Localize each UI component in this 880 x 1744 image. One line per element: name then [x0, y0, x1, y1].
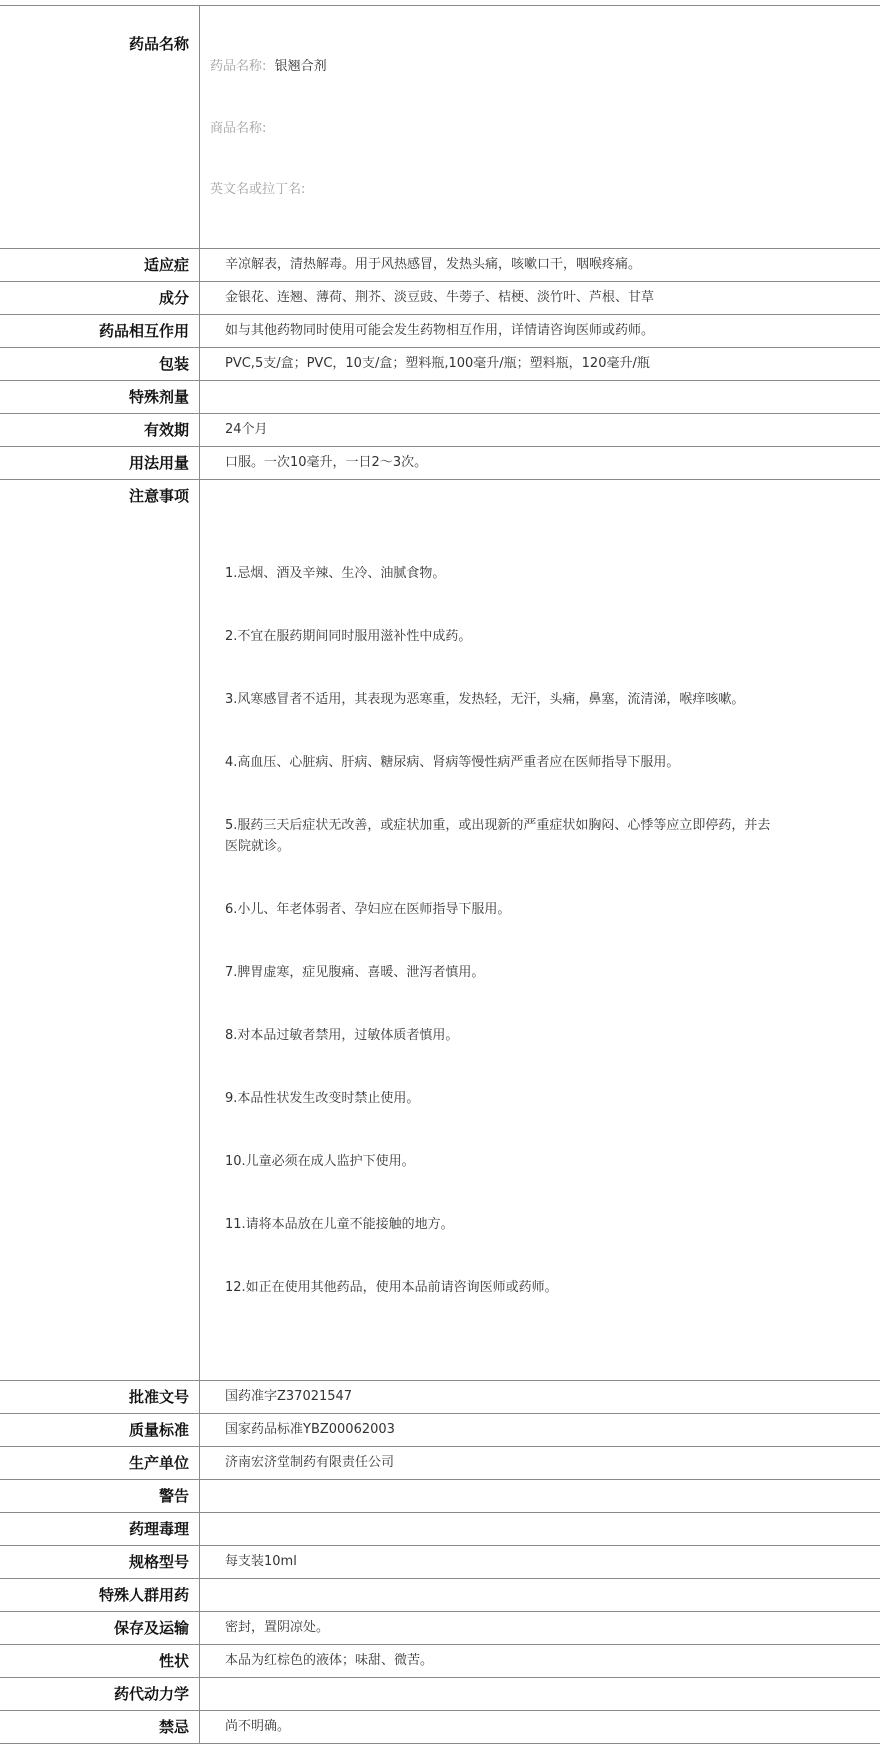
row-label: 特殊人群用药	[0, 1579, 200, 1611]
row-value: PVC,5支/盒；PVC，10支/盒；塑料瓶,100毫升/瓶；塑料瓶，120毫升/瓶	[225, 355, 650, 371]
row-storage	[0, 1612, 880, 1645]
row-label: 成分	[0, 282, 200, 314]
row-ingredients	[0, 282, 880, 315]
row-value: 如与其他药物同时使用可能会发生药物相互作用，详情请咨询医师或药师。	[225, 322, 655, 338]
generic-name-line	[210, 57, 870, 78]
row-value: 本品为红棕色的液体；味甜、微苦。	[225, 1652, 434, 1668]
row-value: 国药准字Z37021547	[225, 1388, 353, 1404]
precautions-block	[200, 480, 880, 1380]
row-label: 用法用量	[0, 447, 200, 479]
row-value	[200, 1579, 880, 1611]
row-value: 每支装10ml	[225, 1553, 297, 1569]
list-item: 7.脾胃虚寒，症见腹痛、喜暖、泄泻者慎用。	[225, 964, 485, 980]
precautions-list	[225, 521, 780, 1340]
row-label: 有效期	[0, 414, 200, 446]
list-item: 6.小儿、年老体弱者、孕妇应在医师指导下服用。	[225, 901, 511, 917]
list-item: 12.如正在使用其他药品，使用本品前请咨询医师或药师。	[225, 1279, 558, 1295]
list-item: 5.服药三天后症状无改善，或症状加重，或出现新的严重症状如胸闷、心悸等应立即停药，并去医院就诊。	[225, 817, 771, 854]
row-special-populations	[0, 1579, 880, 1612]
row-value	[200, 381, 880, 413]
row-precautions	[0, 480, 880, 1381]
row-label: 药理毒理	[0, 1513, 200, 1545]
row-label: 性状	[0, 1645, 200, 1677]
row-label: 注意事项	[0, 480, 200, 1380]
row-label: 适应症	[0, 249, 200, 281]
list-item: 3.风寒感冒者不适用，其表现为恶寒重，发热轻，无汗，头痛，鼻塞，流清涕，喉痒咳嗽。	[225, 691, 745, 707]
row-dosage	[0, 447, 880, 480]
trade-name-label: 商品名称:	[210, 120, 267, 136]
row-approval-number	[0, 1381, 880, 1414]
row-specification	[0, 1546, 880, 1579]
row-drug-name	[0, 6, 880, 249]
drug-info-table	[0, 5, 880, 1744]
row-value: 尚不明确。	[225, 1718, 291, 1734]
list-item: 9.本品性状发生改变时禁止使用。	[225, 1090, 420, 1106]
english-name-label: 英文名或拉丁名:	[210, 182, 306, 197]
row-warning	[0, 1480, 880, 1513]
row-label: 包装	[0, 348, 200, 380]
row-label: 药品名称	[0, 6, 200, 248]
row-value: 辛凉解表，清热解毒。用于风热感冒，发热头痛，咳嗽口干，咽喉疼痛。	[225, 256, 642, 272]
row-value: 口服。一次10毫升，一日2～3次。	[225, 454, 428, 470]
row-label: 药代动力学	[0, 1678, 200, 1710]
trade-name-line	[210, 119, 870, 140]
row-label: 质量标准	[0, 1414, 200, 1446]
row-value	[200, 1678, 880, 1710]
row-value: 24个月	[225, 421, 268, 437]
row-label: 警告	[0, 1480, 200, 1512]
row-label: 生产单位	[0, 1447, 200, 1479]
row-manufacturer	[0, 1447, 880, 1480]
row-packaging	[0, 348, 880, 381]
row-pharmacokinetics	[0, 1678, 880, 1711]
row-indications	[0, 249, 880, 282]
english-name-line	[210, 180, 870, 201]
row-value: 金银花、连翘、薄荷、荆芥、淡豆豉、牛蒡子、桔梗、淡竹叶、芦根、甘草	[225, 289, 655, 305]
row-quality-standard	[0, 1414, 880, 1447]
row-label: 药品相互作用	[0, 315, 200, 347]
row-value	[200, 1480, 880, 1512]
generic-name-label: 药品名称:	[210, 59, 267, 74]
list-item: 11.请将本品放在儿童不能接触的地方。	[225, 1216, 454, 1232]
generic-name-value: 银翘合剂	[274, 59, 327, 74]
row-label: 批准文号	[0, 1381, 200, 1413]
row-pharmacology	[0, 1513, 880, 1546]
row-description	[0, 1645, 880, 1678]
row-label: 特殊剂量	[0, 381, 200, 413]
list-item: 4.高血压、心脏病、肝病、糖尿病、肾病等慢性病严重者应在医师指导下服用。	[225, 754, 680, 770]
drug-name-block	[200, 6, 880, 248]
row-value: 国家药品标准YBZ00062003	[225, 1421, 395, 1437]
row-value: 济南宏济堂制药有限责任公司	[225, 1454, 395, 1470]
row-label: 保存及运输	[0, 1612, 200, 1644]
row-interactions	[0, 315, 880, 348]
list-item: 1.忌烟、酒及辛辣、生冷、油腻食物。	[225, 565, 446, 581]
row-value: 密封，置阴凉处。	[225, 1619, 330, 1635]
row-label: 禁忌	[0, 1711, 200, 1743]
row-label: 规格型号	[0, 1546, 200, 1578]
row-contraindications	[0, 1711, 880, 1744]
list-item: 10.儿童必须在成人监护下使用。	[225, 1153, 415, 1169]
row-special-dosage	[0, 381, 880, 414]
row-shelf-life	[0, 414, 880, 447]
list-item: 8.对本品过敏者禁用，过敏体质者慎用。	[225, 1027, 459, 1043]
list-item: 2.不宜在服药期间同时服用滋补性中成药。	[225, 628, 472, 644]
row-value	[200, 1513, 880, 1545]
